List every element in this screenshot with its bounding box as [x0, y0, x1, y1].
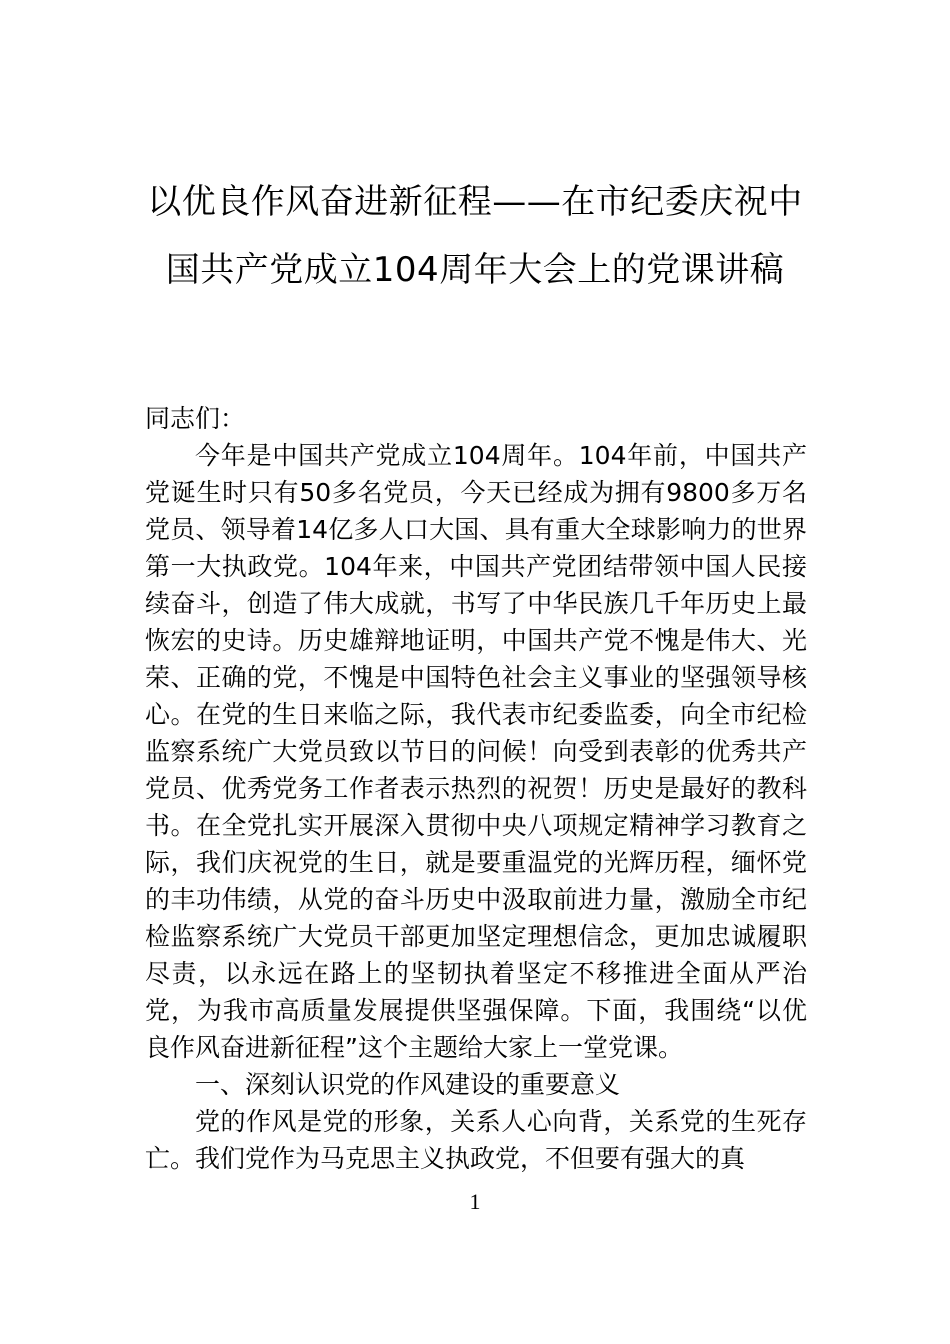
page-number: 1 — [469, 1189, 481, 1214]
salutation: 同志们： — [145, 404, 246, 433]
document-body — [145, 400, 807, 1177]
document-title: 以优良作风奋进新征程——在市纪委庆祝中国共产党成立104周年大会上的党课讲稿 — [147, 182, 803, 290]
body-paragraph: 今年是中国共产党成立104周年。104年前，中国共产党诞生时只有50多名党员，今天已经成为拥有9800多万名党员、领导着14亿多人口大国、具有重大全球影响力的世界第一大执政党。104年来，中国共产党团结带领中国人民接续奋斗，创造了伟大成就，书写了中华民族几千年历史上最恢宏的史诗。历史雄辩地证明，中国共产党不愧是伟大、光荣、正确的党，不愧是中国特色社会主义事业的坚强领导核心。在党的生日来临之际，我代表市纪委监委，向全市纪检监察系统广大党员致以节日的问候！向受到表彰的优秀共产党员、优秀党务工作者表示热烈的祝贺！历史是最好的教科书。在全党扎实开展深入贯彻中央八项规定精神学习教育之际，我们庆祝党的生日，就是要重温党的光辉历程，缅怀党的丰功伟绩，从党的奋斗历史中汲取前进力量，激励全市纪检监察系统广大党员干部更加坚定理想信念，更加忠诚履职尽责，以永远在路上的坚韧执着坚定不移推进全面从严治党，为我市高质量发展提供坚强保障。下面，我围绕“以优良作风奋进新征程”这个主题给大家上一堂党课。 — [145, 441, 807, 1062]
section-heading: 一、深刻认识党的作风建设的重要意义 — [195, 1070, 621, 1099]
body-paragraph: 党的作风是党的形象，关系人心向背，关系党的生死存亡。我们党作为马克思主义执政党，不但要有强大的真 — [145, 1107, 807, 1173]
